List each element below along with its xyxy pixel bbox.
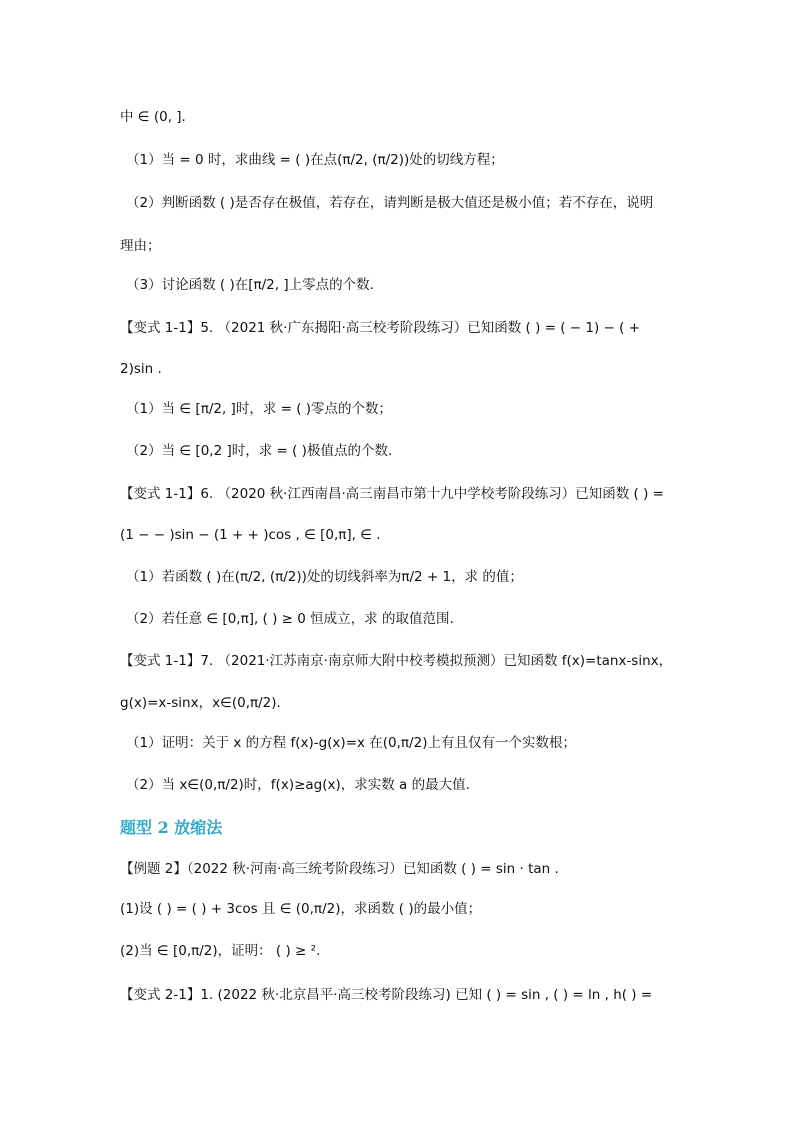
variant-5-subquestion-2: （2）当 ∈ [0,2 ]时，求 = ( )极值点的个数. xyxy=(126,443,393,459)
variant-1-1-7-continuation: g(x)=x-sinx，x∈(0,π/2). xyxy=(120,695,281,711)
subquestion-3: （3）讨论函数 ( )在[π/2, ]上零点的个数. xyxy=(126,277,374,293)
variant-6-subquestion-1: （1）若函数 ( )在(π/2, (π/2))处的切线斜率为π/2 + 1，求 的值； xyxy=(126,569,523,585)
section-heading: 题型 2 放缩法 xyxy=(120,818,223,837)
example-2-part-1: (1)设 ( ) = ( ) + 3cos 且 ∈ (0,π/2)，求函数 ( )的最小值； xyxy=(120,901,482,917)
subquestion-2: （2）判断函数 ( )是否存在极值，若存在，请判断是极大值还是极小值；若不存在，说明 xyxy=(126,195,654,211)
variant-6-subquestion-2: （2）若任意 ∈ [0,π], ( ) ≥ 0 恒成立，求 的取值范围. xyxy=(126,611,454,627)
problem-condition-line: 中 ∈ (0, ]. xyxy=(120,109,186,125)
subquestion-1: （1）当 = 0 时，求曲线 = ( )在点(π/2, (π/2))处的切线方程； xyxy=(126,152,504,168)
variant-1-1-7-title: 【变式 1-1】7. （2021·江苏南京·南京师大附中校考模拟预测）已知函数 f(x)=tanx-sinx， xyxy=(120,653,673,669)
example-2-part-2: (2)当 ∈ [0,π/2)，证明： ( ) ≥ ². xyxy=(120,943,321,959)
variant-1-1-5-continuation: 2)sin . xyxy=(120,361,162,377)
variant-2-1-1-title: 【变式 2-1】1. (2022 秋·北京昌平·高三校考阶段练习) 已知 ( ) = sin , ( ) = ln , h( ) = xyxy=(120,987,653,1003)
variant-1-1-6-title: 【变式 1-1】6. （2020 秋·江西南昌·高三南昌市第十九中学校考阶段练习）已知函数 ( ) = xyxy=(120,486,664,502)
example-2-title: 【例题 2】（2022 秋·河南·高三统考阶段练习）已知函数 ( ) = sin · tan . xyxy=(120,861,559,877)
variant-1-1-5-title: 【变式 1-1】5. （2021 秋·广东揭阳·高三校考阶段练习）已知函数 ( ) = ( − 1) − ( + xyxy=(120,320,641,336)
variant-5-subquestion-1: （1）当 ∈ [π/2, ]时，求 = ( )零点的个数； xyxy=(126,401,393,417)
variant-7-subquestion-2: （2）当 x∈(0,π/2)时，f(x)≥ag(x)，求实数 a 的最大值. xyxy=(126,777,470,793)
subquestion-2-continuation: 理由； xyxy=(120,238,161,254)
variant-7-subquestion-1: （1）证明：关于 x 的方程 f(x)-g(x)=x 在(0,π/2)上有且仅有一个实数根； xyxy=(126,735,576,751)
variant-1-1-6-continuation: (1 − − )sin − (1 + + )cos , ∈ [0,π], ∈ . xyxy=(120,527,381,543)
